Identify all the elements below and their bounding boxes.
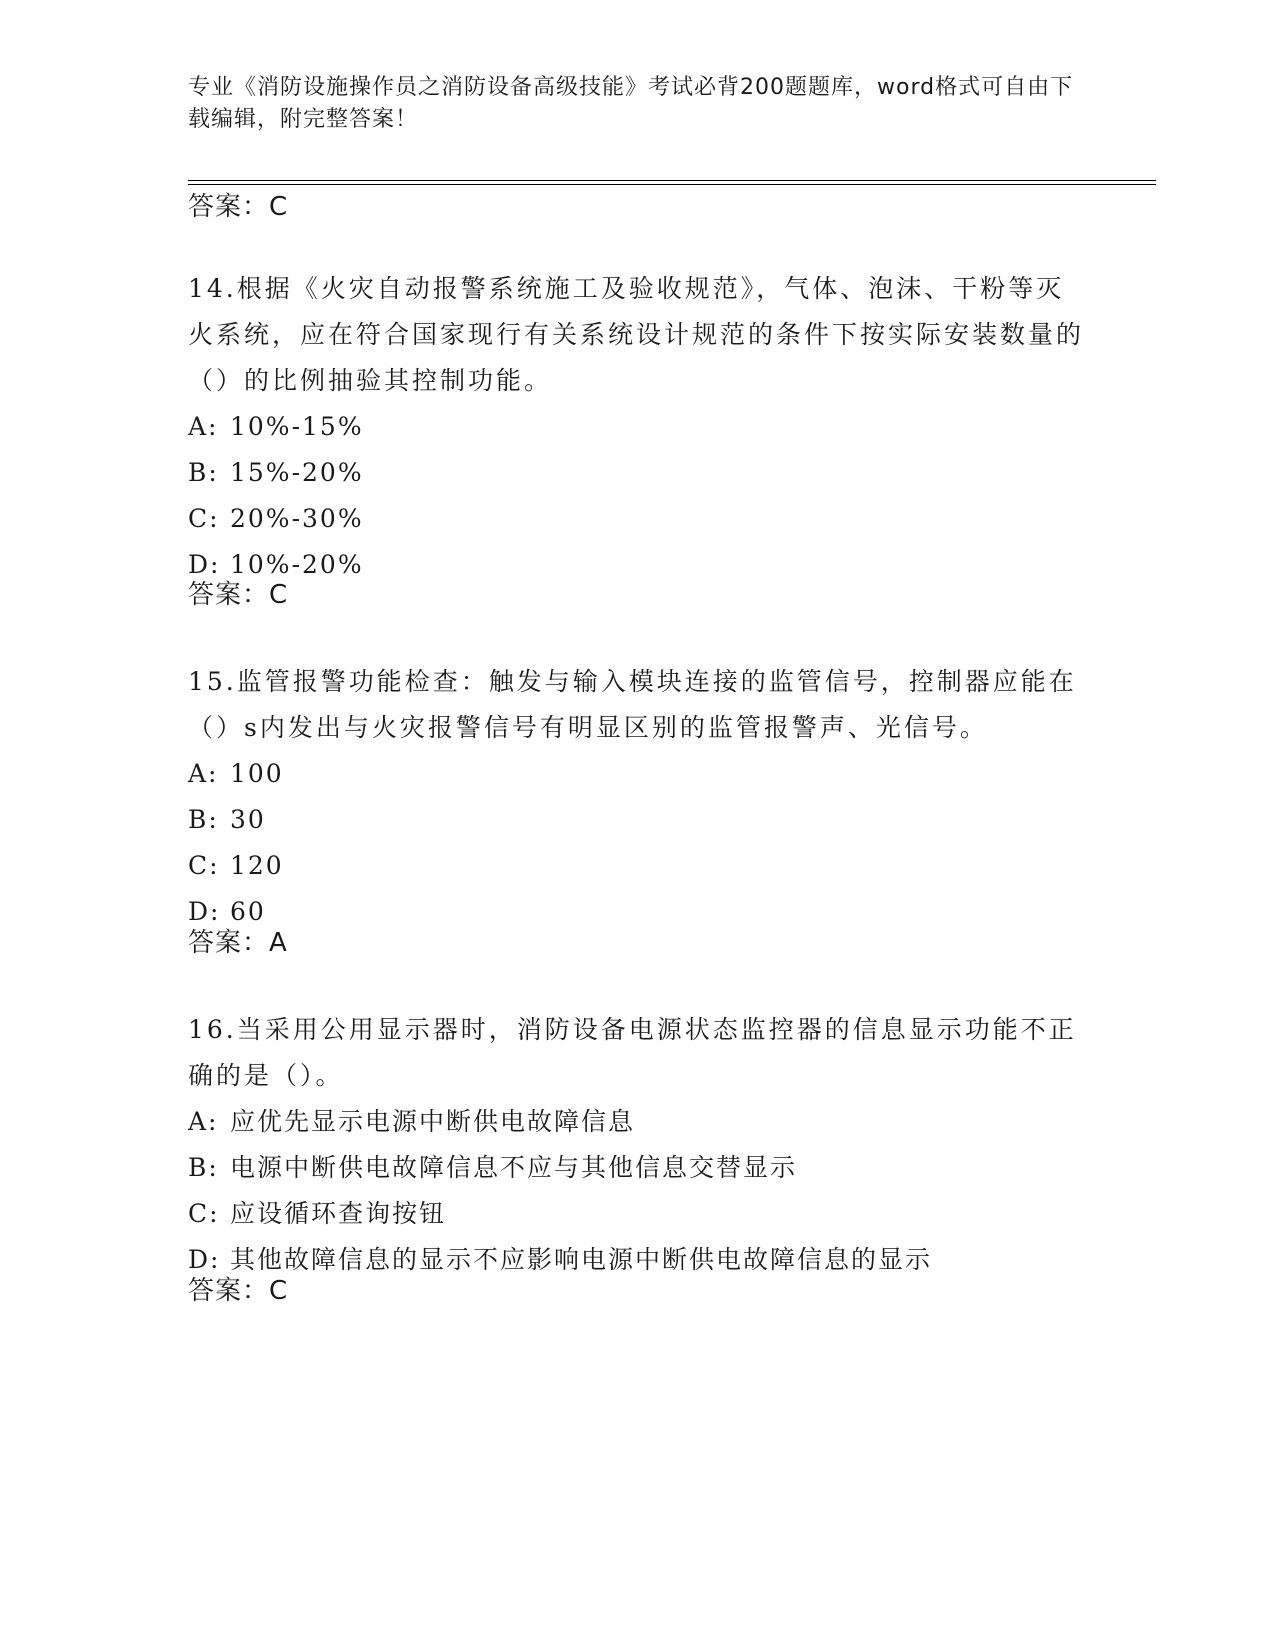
answer-line — [188, 1274, 288, 1308]
answer-value: C — [269, 580, 289, 610]
option-a: A: 应优先显示电源中断供电故障信息 — [188, 1107, 636, 1136]
option-c: C: 应设循环查询按钮 — [188, 1199, 447, 1228]
option-d: D: 10%-20% — [188, 550, 364, 579]
answer-value: C — [269, 192, 289, 222]
answer-label: 答案： — [188, 1276, 270, 1306]
option-b: B: 电源中断供电故障信息不应与其他信息交替显示 — [188, 1153, 798, 1182]
option-b: B: 15%-20% — [188, 458, 364, 487]
option-a: A: 100 — [188, 759, 284, 788]
answer-value: C — [269, 1276, 289, 1306]
header-rule-top — [188, 180, 1156, 181]
answer-line — [188, 578, 288, 612]
question-text: 14.根据《火灾自动报警系统施工及验收规范》，气体、泡沫、干粉等灭火系统，应在符合国家现行有关系统设计规范的条件下按实际安装数量的（）的比例抽验其控制功能。 — [188, 274, 1085, 395]
answer-value: A — [269, 928, 288, 958]
document-header: 专业《消防设施操作员之消防设备高级技能》考试必背200题题库，word格式可自由下载编辑，附完整答案！ — [188, 75, 1074, 132]
option-d: D: 其他故障信息的显示不应影响电源中断供电故障信息的显示 — [188, 1245, 933, 1274]
answer-line — [188, 926, 288, 960]
answer-line — [188, 190, 288, 224]
option-a: A: 10%-15% — [188, 412, 364, 441]
question-text: 16.当采用公用显示器时，消防设备电源状态监控器的信息显示功能不正确的是（）。 — [188, 1015, 1077, 1090]
header-rule-bottom — [188, 184, 1156, 185]
option-d: D: 60 — [188, 897, 266, 926]
option-c: C: 20%-30% — [188, 504, 364, 533]
question-14 — [188, 266, 1088, 588]
answer-label: 答案： — [188, 192, 270, 222]
option-c: C: 120 — [188, 851, 284, 880]
option-b: B: 30 — [188, 805, 266, 834]
question-text: 15.监管报警功能检查：触发与输入模块连接的监管信号，控制器应能在（）s内发出与火灾报警信号有明显区别的监管报警声、光信号。 — [188, 667, 1077, 742]
question-16 — [188, 1007, 1088, 1283]
answer-label: 答案： — [188, 580, 270, 610]
question-15 — [188, 659, 1088, 935]
answer-label: 答案： — [188, 928, 270, 958]
